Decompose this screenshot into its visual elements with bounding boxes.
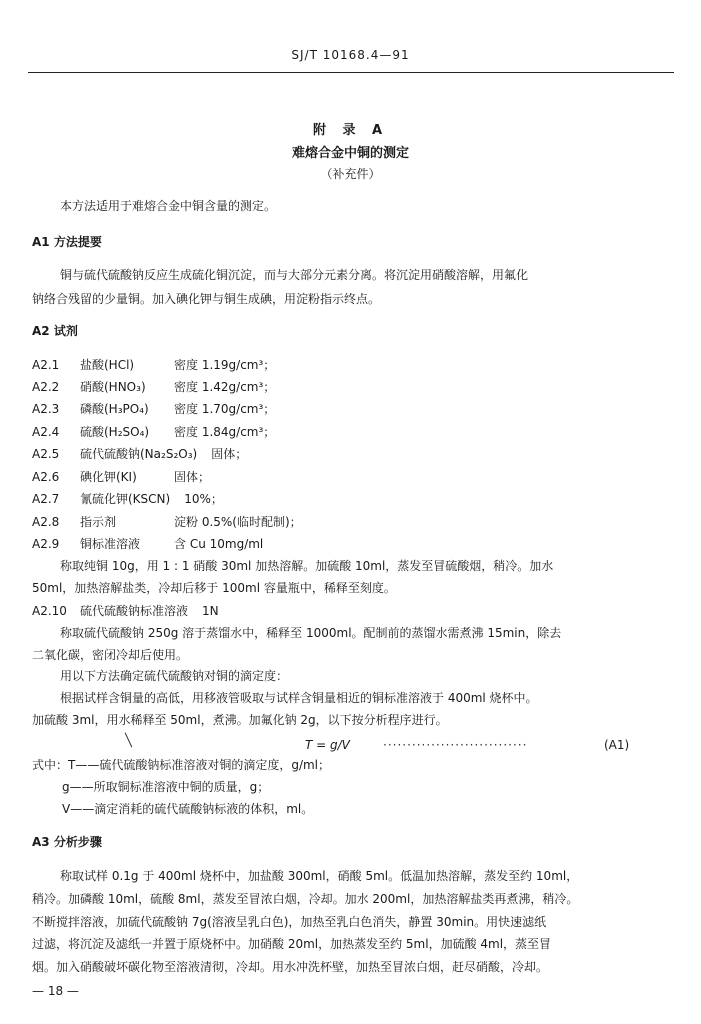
page-number: — 18 — <box>32 984 79 998</box>
reagent-name: 磷酸(H₃PO₄) <box>80 402 149 416</box>
section-a2-heading: A2 试剂 <box>32 324 78 338</box>
intro-paragraph: 本方法适用于难熔合金中铜含量的测定。 <box>60 199 277 213</box>
reagent-item <box>32 491 223 507</box>
a29-text-line: 称取纯铜 10g，用 1 : 1 硝酸 30ml 加热溶解。加硫酸 10ml，蒸发至冒硫酸烟，稍冷。加水 <box>60 559 554 573</box>
reagent-num: A2.7 <box>32 492 60 506</box>
reagent-num: A2.1 <box>32 358 60 372</box>
reagent-item <box>32 446 247 462</box>
reagent-name: 氰硫化钾(KSCN) <box>80 492 171 506</box>
reagent-spec: 淀粉 0.5%(临时配制)； <box>174 515 302 529</box>
reagent-spec: 10%； <box>184 492 223 506</box>
legend-line: V——滴定消耗的硫代硫酸钠标液的体积，ml。 <box>62 802 314 816</box>
reagent-spec: 固体； <box>211 447 248 461</box>
reagent-item <box>32 469 210 485</box>
section-a3-line: 过滤，将沉淀及滤纸一并置于原烧杯中。加硝酸 20ml，加热蒸发至约 5ml，加硫酸 4ml，蒸至冒 <box>32 937 552 951</box>
reagent-spec: 含 Cu 10mg/ml <box>174 537 264 551</box>
appendix-note: （补充件） <box>320 167 381 181</box>
formula-number: (A1) <box>604 738 630 752</box>
appendix-subtitle: 难熔合金中铜的测定 <box>291 146 409 161</box>
section-a3-line: 稍冷。加磷酸 10ml，硫酸 8ml，蒸发至冒浓白烟，冷却。加水 200ml，加热溶解盐类再煮沸，稍冷。 <box>32 892 579 906</box>
reagent-item-a210 <box>32 603 219 619</box>
reagent-name: 硫代硫酸钠(Na₂S₂O₃) <box>80 447 198 461</box>
reagent-name: 硫酸(H₂SO₄) <box>80 425 150 439</box>
section-a3-line: 称取试样 0.1g 于 400ml 烧杯中，加盐酸 300ml，硝酸 5ml。低温加热溶解，蒸发至约 10ml， <box>60 869 579 883</box>
section-a1-heading: A1 方法提要 <box>32 235 102 249</box>
header-rule <box>28 72 674 73</box>
reagent-num: A2.9 <box>32 537 60 551</box>
reagent-num: A2.4 <box>32 425 60 439</box>
appendix-title: 附 录 A <box>312 123 389 138</box>
reagent-item <box>32 424 275 440</box>
reagent-num: A2.6 <box>32 470 60 484</box>
reagent-num: A2.2 <box>32 380 60 394</box>
a210-text-line: 称取硫代硫酸钠 250g 溶于蒸馏水中，稀释至 1000ml。配制前的蒸馏水需煮沸 15min，除去 <box>60 626 562 640</box>
reagent-spec: 1N <box>202 604 219 618</box>
reagent-item <box>32 514 302 530</box>
a210-text-line: 二氧化碳，密闭冷却后使用。 <box>32 648 189 662</box>
formula-a1: T = g/V <box>305 738 350 752</box>
reagent-item <box>32 401 275 417</box>
pen-mark <box>125 733 133 748</box>
reagent-item <box>32 357 275 373</box>
reagent-name: 指示剂 <box>80 515 117 529</box>
section-a3-line: 烟。加入硝酸破坏碳化物至溶液清彻，冷却。用水冲洗杯壁，加热至冒浓白烟，赶尽硝酸，冷却。 <box>32 960 549 974</box>
section-a1-line: 铜与硫代硫酸钠反应生成硫化铜沉淀，而与大部分元素分离。将沉淀用硝酸溶解，用氟化 <box>60 268 529 282</box>
reagent-item <box>32 379 275 395</box>
reagent-name: 碘化钾(KI) <box>80 470 137 484</box>
reagent-num: A2.5 <box>32 447 60 461</box>
reagent-name: 铜标准溶液 <box>80 537 141 551</box>
a210-text-line: 用以下方法确定硫代硫酸钠对铜的滴定度： <box>60 669 289 683</box>
formula-leader: ······························ <box>383 738 528 752</box>
a29-text-line: 50ml，加热溶解盐类，冷却后移于 100ml 容量瓶中，稀释至刻度。 <box>32 581 396 595</box>
reagent-spec: 固体； <box>174 470 211 484</box>
reagent-name: 盐酸(HCl) <box>80 358 135 372</box>
reagent-spec: 密度 1.70g/cm³； <box>174 402 276 416</box>
a210-text-line: 加硫酸 3ml，用水稀释至 50ml，煮沸。加氟化钠 2g，以下按分析程序进行。 <box>32 713 448 727</box>
reagent-spec: 密度 1.84g/cm³； <box>174 425 276 439</box>
reagent-spec: 密度 1.42g/cm³； <box>174 380 276 394</box>
reagent-name: 硫代硫酸钠标准溶液 <box>80 604 189 618</box>
legend-line: g——所取铜标准溶液中铜的质量，g； <box>62 780 270 794</box>
reagent-spec: 密度 1.19g/cm³； <box>174 358 276 372</box>
standard-number: SJ/T 10168.4—91 <box>291 48 410 62</box>
legend-line: 式中：T——硫代硫酸钠标准溶液对铜的滴定度，g/ml； <box>32 758 331 772</box>
reagent-num: A2.10 <box>32 604 67 618</box>
reagent-num: A2.8 <box>32 515 60 529</box>
section-a3-heading: A3 分析步骤 <box>32 835 102 849</box>
reagent-name: 硝酸(HNO₃) <box>80 380 146 394</box>
reagent-num: A2.3 <box>32 402 60 416</box>
reagent-item <box>32 536 263 552</box>
section-a1-line: 钠络合残留的少量铜。加入碘化钾与铜生成碘，用淀粉指示终点。 <box>32 292 381 306</box>
section-a3-line: 不断搅拌溶液，加硫代硫酸钠 7g(溶液呈乳白色)，加热至乳白色消失，静置 30min。用快速滤纸 <box>32 915 547 929</box>
a210-text-line: 根据试样含铜量的高低，用移液管吸取与试样含铜量相近的铜标准溶液于 400ml 烧杯中。 <box>60 691 538 705</box>
